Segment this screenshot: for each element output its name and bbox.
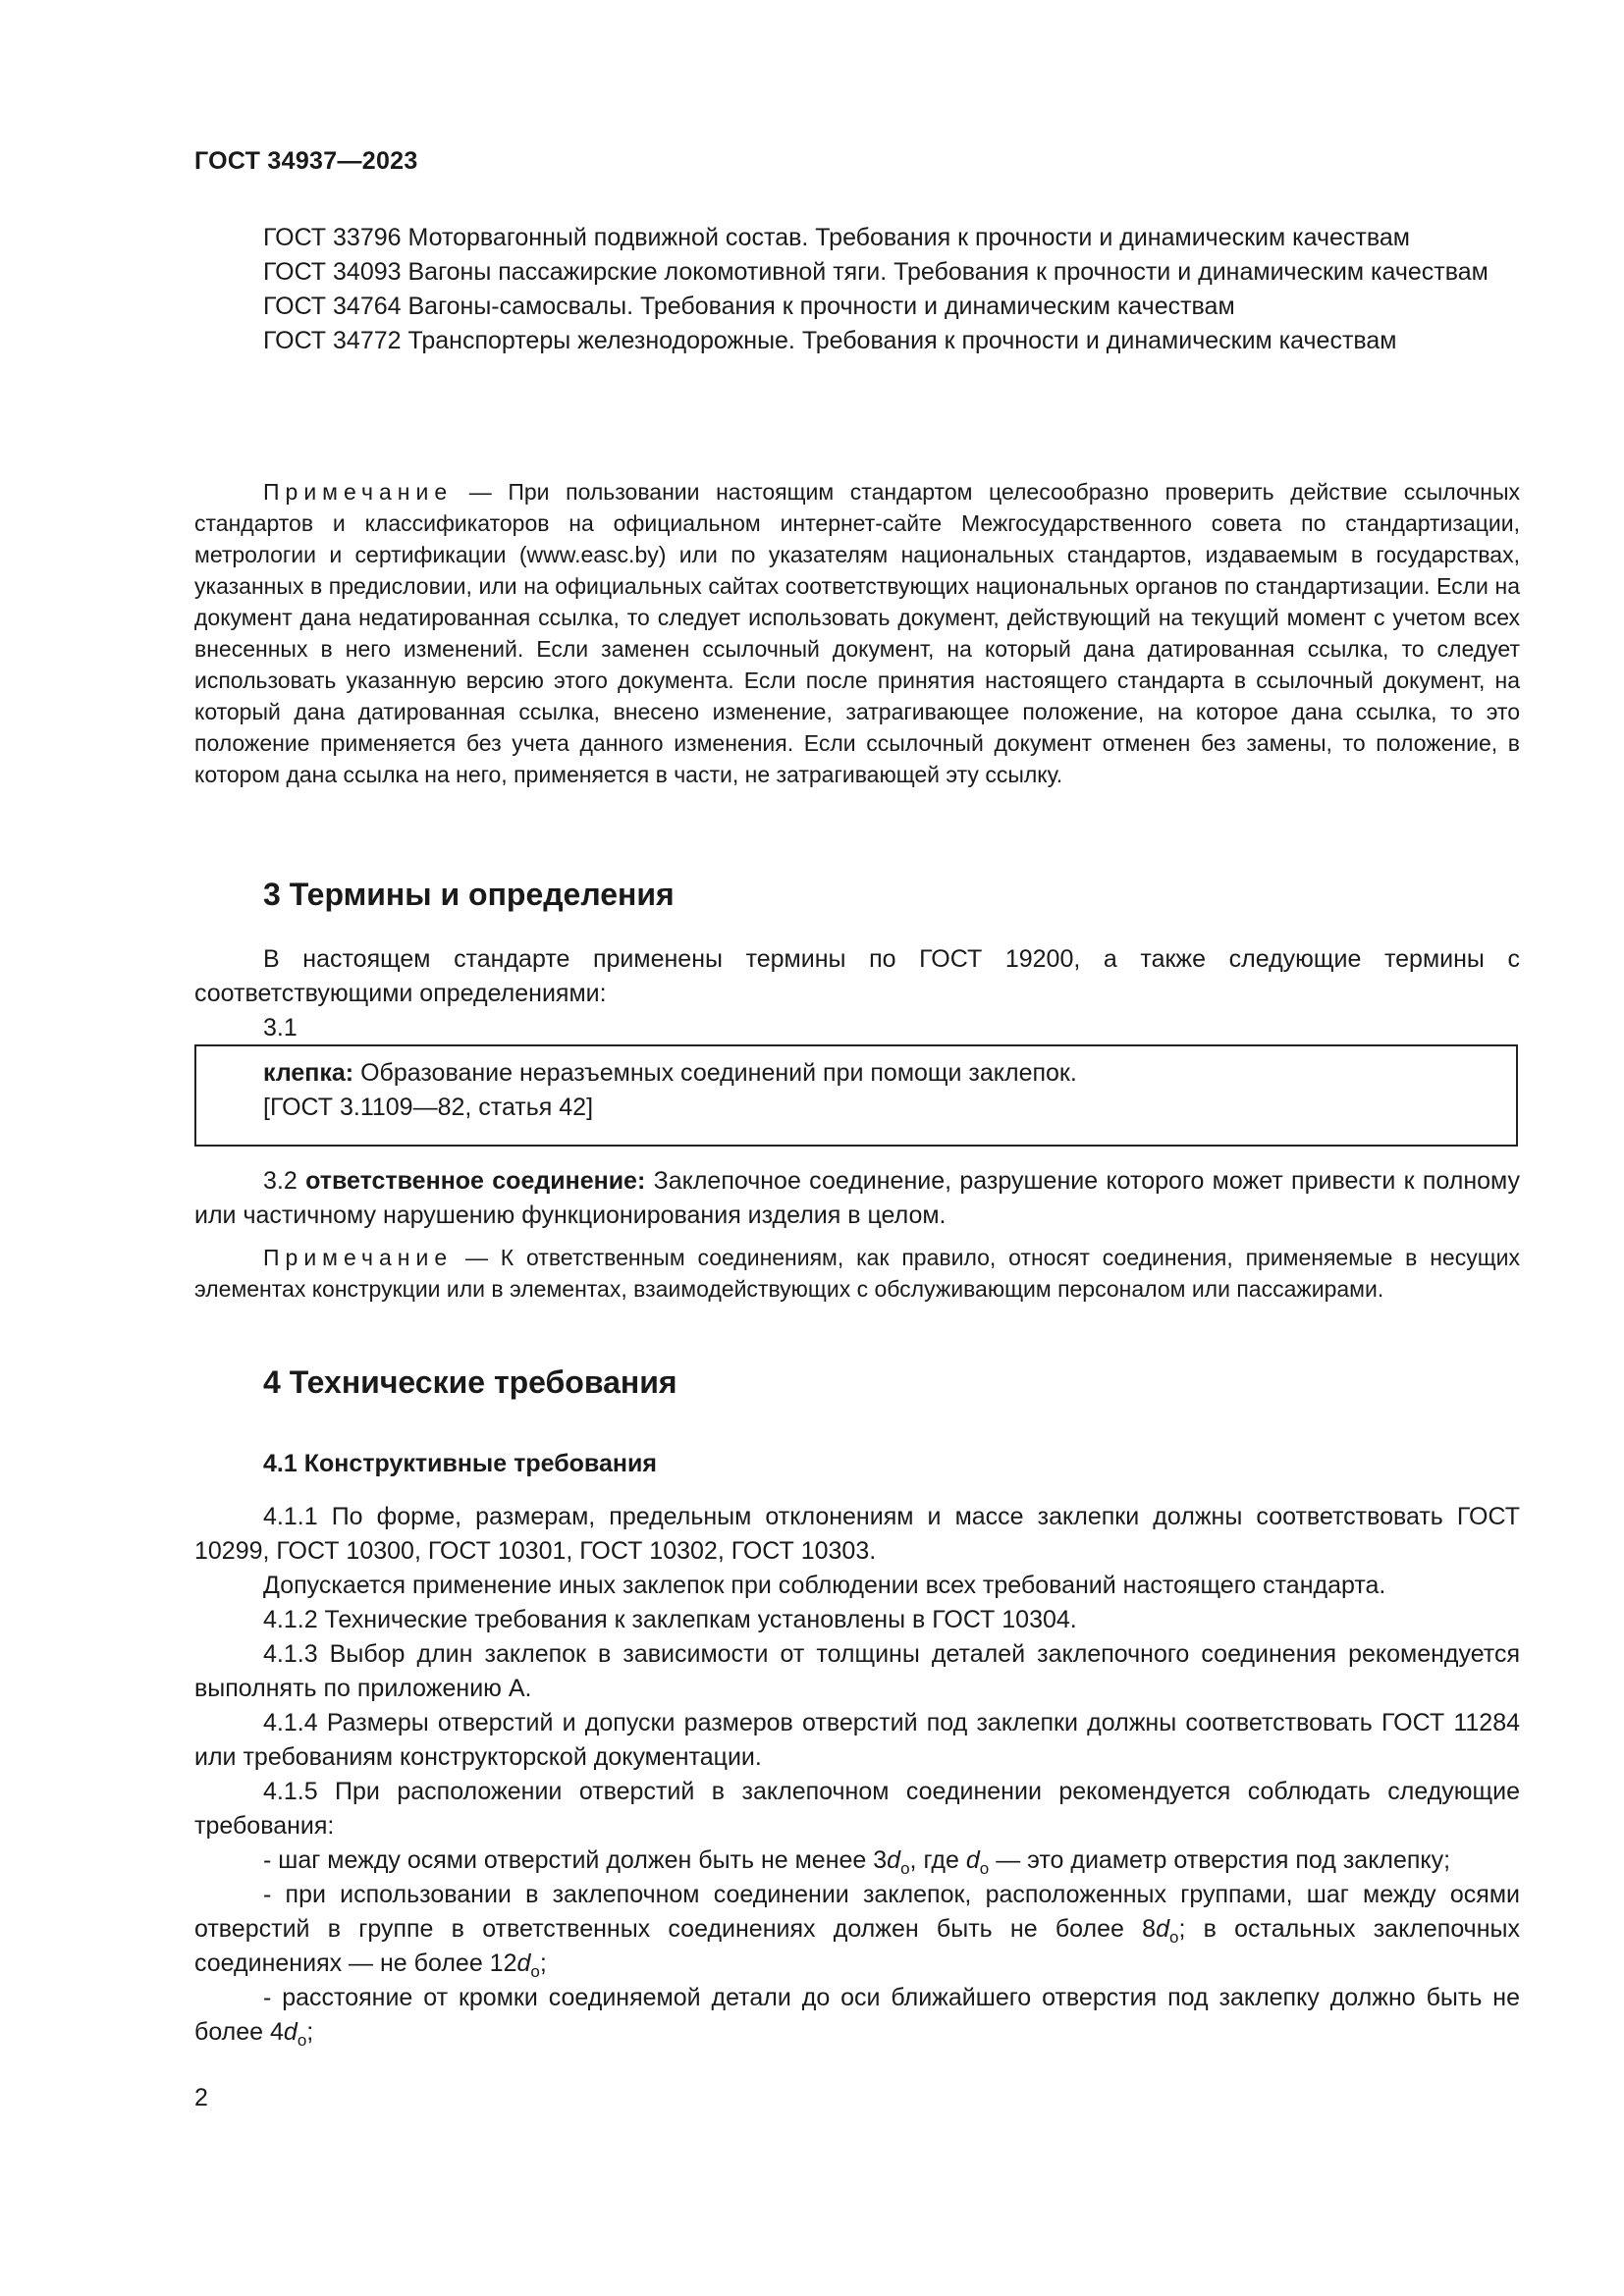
reference-item: ГОСТ 33796 Моторвагонный подвижной состав. Требования к прочности и динамическим качествам xyxy=(263,224,1410,251)
reference-item: ГОСТ 34093 Вагоны пассажирские локомотивной тяги. Требования к прочности и динамическим качествам xyxy=(263,258,1489,286)
reference-item: ГОСТ 34772 Транспортеры железнодорожные. Требования к прочности и динамическим качествам xyxy=(263,327,1397,354)
section-4-title: 4 Технические требования xyxy=(263,1364,677,1400)
section-3-intro: В настоящем стандарте применены термины по ГОСТ 19200, а также следующие термины с соответствующими определениями: xyxy=(194,945,1520,1007)
clause-4-1-3: 4.1.3 Выбор длин заклепок в зависимости от толщины деталей заклепочного соединения рекомендуется выполнять по приложению А. xyxy=(194,1640,1520,1702)
clause-4-1-1: 4.1.1 По форме, размерам, предельным отклонениям и массе заклепки должны соответствовать ГОСТ 10299, ГОСТ 10300, ГОСТ 10301, ГОСТ 10302, ГОСТ 10303. xyxy=(194,1503,1520,1565)
note-text: — К ответственным соединениям, как правило, относят соединения, применяемые в несущих элементах конструкции или в элементах, взаимодействующих с обслуживающим персоналом или пассажирами. xyxy=(194,1245,1520,1302)
clause-4-1-1-addition: Допускается применение иных заклепок при соблюдении всех требований настоящего стандарта. xyxy=(263,1572,1386,1599)
section-3-body xyxy=(194,942,1520,1045)
clause-4-1-5: 4.1.5 При расположении отверстий в заклепочном соединении рекомендуется соблюдать следующие требования: xyxy=(194,1778,1520,1840)
section-4-body xyxy=(194,1500,1520,2050)
requirement-bullet: - расстояние от кромки соединяемой детали до оси ближайшего отверстия под заклепку должно быть не более $4d_о$; xyxy=(194,1984,1520,2050)
reference-item: ГОСТ 34764 Вагоны-самосвалы. Требования к прочности и динамическим качествам xyxy=(263,293,1235,320)
term-3-2-name: ответственное соединение: xyxy=(305,1167,646,1195)
term-3-1-number: 3.1 xyxy=(263,1014,298,1041)
note-label: Примечание xyxy=(263,479,454,505)
document-code-header: ГОСТ 34937—2023 xyxy=(194,147,418,175)
term-3-1-source: [ГОСТ 3.1109—82, статья 42] xyxy=(263,1094,594,1121)
section-3-title: 3 Термины и определения xyxy=(263,877,675,912)
term-3-2 xyxy=(194,1164,1520,1233)
references-note xyxy=(194,476,1520,790)
clause-4-1-2: 4.1.2 Технические требования к заклепкам установлены в ГОСТ 10304. xyxy=(263,1606,1077,1633)
note-label: Примечание xyxy=(263,1245,454,1270)
term-3-1-name: клепка: xyxy=(263,1059,354,1087)
term-3-1-definition: Образование неразъемных соединений при помощи заклепок. xyxy=(353,1059,1077,1087)
clause-4-1-4: 4.1.4 Размеры отверстий и допуски размеров отверстий под заклепки должны соответствовать ГОСТ 11284 или требованиям конструкторской документации. xyxy=(194,1709,1520,1771)
page-number: 2 xyxy=(194,2084,208,2111)
normative-references-list xyxy=(194,221,1520,358)
term-3-2-number: 3.2 xyxy=(263,1167,306,1195)
requirement-bullet: - при использовании в заклепочном соединении заклепок, расположенных группами, шаг между осями отверстий в группе в ответственных соединениях должен быть не более $8d_о$; в остальных заклепочных соединениях — не более $12d_о$; xyxy=(194,1881,1520,1981)
term-3-2-definition: Заклепочное соединение, разрушение которого может привести к полному или частичному нарушению функционирования изделия в целом. xyxy=(194,1167,1520,1229)
requirement-bullet: - шаг между осями отверстий должен быть не менее $3d_о$, где $d_о$ — это диаметр отверстия под заклепку; xyxy=(263,1846,1451,1878)
term-3-2-note xyxy=(194,1242,1520,1305)
note-text: — При пользовании настоящим стандартом целесообразно проверить действие ссылочных стандартов и классификаторов на официальном интернет-сайте Межгосударственного совета по стандартизации, метрологии и сертификации (www.easc.by) или по указателям национальных стандартов, издаваемым в государствах, указанных в предисловии, или на официальных сайтах соответствующих национальных органов по стандартизации. Если на документ дана недатированная ссылка, то следует использовать документ, действующий на текущий момент с учетом всех внесенных в него изменений. Если заменен ссылочный документ, на который дана датированная ссылка, то следует использовать указанную версию этого документа. Если после принятия настоящего стандарта в ссылочный документ, на который дана датированная ссылка, внесено изменение, затрагивающее положение, на которое дана ссылка, то это положение применяется без учета данного изменения. Если ссылочный документ отменен без замены, то положение, в котором дана ссылка на него, применяется в части, не затрагивающей эту ссылку. xyxy=(194,479,1520,787)
subsection-4-1-title: 4.1 Конструктивные требования xyxy=(263,1450,657,1477)
term-3-1-box xyxy=(194,1044,1518,1147)
